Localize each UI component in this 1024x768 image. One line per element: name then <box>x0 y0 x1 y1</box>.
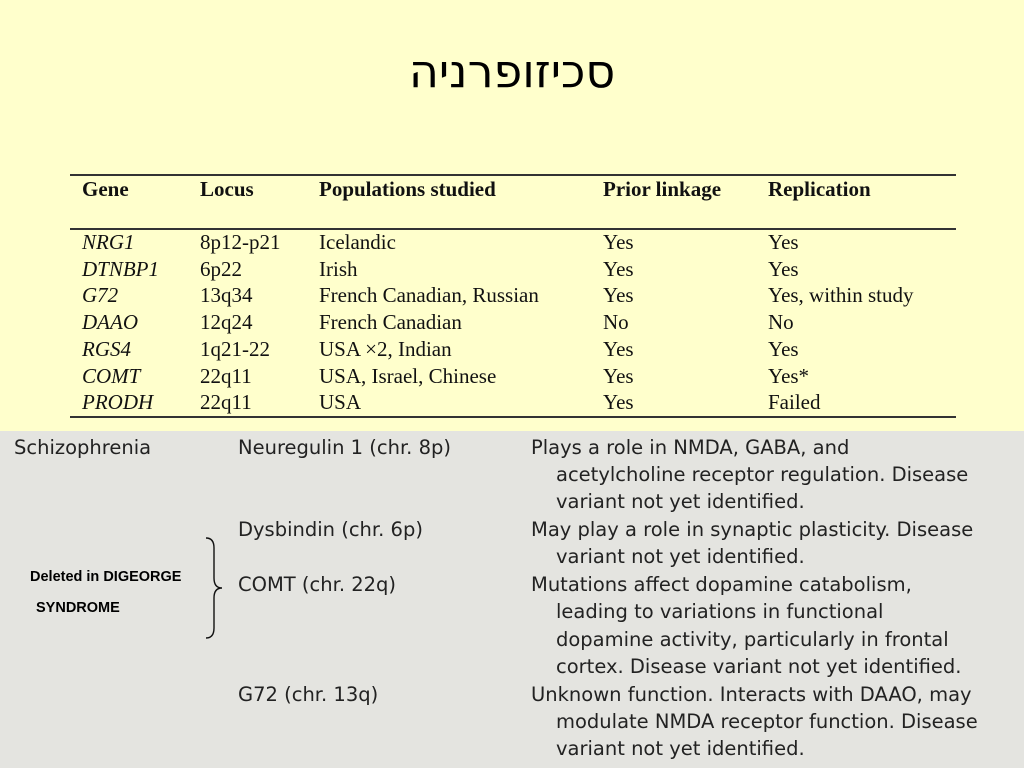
entry-description-line: cortex. Disease variant not yet identified. <box>556 655 962 678</box>
cell-gene: G72 <box>82 283 119 307</box>
cell-populations: USA ×2, Indian <box>319 337 452 361</box>
cell-gene: COMT <box>82 364 141 388</box>
cell-locus: 13q34 <box>200 283 253 307</box>
cell-replication: Yes, within study <box>768 283 914 307</box>
cell-gene: DTNBP1 <box>82 257 160 281</box>
cell-populations: Icelandic <box>319 230 396 254</box>
cell-populations: French Canadian, Russian <box>319 283 539 307</box>
cell-locus: 6p22 <box>200 257 242 281</box>
header-locus: Locus <box>200 177 254 201</box>
entry-description-line: variant not yet identified. <box>556 737 805 760</box>
cell-locus: 1q21-22 <box>200 337 270 361</box>
entry-description-line: variant not yet identified. <box>556 545 805 568</box>
cell-gene: DAAO <box>82 310 138 334</box>
cell-replication: Yes* <box>768 364 810 388</box>
cell-replication: Failed <box>768 390 821 414</box>
entry-gene: COMT (chr. 22q) <box>238 573 397 596</box>
entry-description-line: acetylcholine receptor regulation. Disease <box>556 463 969 486</box>
entry-description-line: leading to variations in functional <box>556 600 884 623</box>
cell-populations: USA <box>319 390 362 414</box>
table-row <box>70 337 956 364</box>
table-row <box>70 310 956 337</box>
cell-populations: USA, Israel, Chinese <box>319 364 497 388</box>
table-bottom-rule <box>70 416 956 418</box>
gene-function-panel <box>0 431 1024 768</box>
entry-description-line: Mutations affect dopamine catabolism, <box>531 573 912 596</box>
cell-prior-linkage: No <box>603 310 629 334</box>
table-top-rule <box>70 174 956 176</box>
entry-description-line: modulate NMDA receptor function. Disease <box>556 710 978 733</box>
cell-locus: 22q11 <box>200 364 252 388</box>
cell-prior-linkage: Yes <box>603 337 634 361</box>
cell-prior-linkage: Yes <box>603 364 634 388</box>
table-row <box>70 230 956 257</box>
cell-locus: 12q24 <box>200 310 253 334</box>
cell-prior-linkage: Yes <box>603 230 634 254</box>
cell-replication: Yes <box>768 337 799 361</box>
cell-gene: PRODH <box>82 390 154 414</box>
cell-populations: Irish <box>319 257 358 281</box>
cell-replication: Yes <box>768 230 799 254</box>
entry-description-line: Unknown function. Interacts with DAAO, may <box>531 683 972 706</box>
cell-prior-linkage: Yes <box>603 283 634 307</box>
header-replication: Replication <box>768 177 871 201</box>
table-row <box>70 283 956 310</box>
curly-brace-icon <box>204 536 226 640</box>
slide-title: סכיזופרניה <box>408 44 616 98</box>
disease-label: Schizophrenia <box>14 436 152 459</box>
entry-description-line: May play a role in synaptic plasticity. Disease <box>531 518 974 541</box>
cell-populations: French Canadian <box>319 310 462 334</box>
table-row <box>70 257 956 284</box>
header-prior-linkage: Prior linkage <box>603 177 722 201</box>
digeorge-note-line1: Deleted in DIGEORGE <box>30 569 182 585</box>
cell-locus: 8p12-p21 <box>200 230 281 254</box>
table-row <box>70 364 956 391</box>
entry-description-line: variant not yet identified. <box>556 490 805 513</box>
cell-prior-linkage: Yes <box>603 390 634 414</box>
cell-replication: No <box>768 310 794 334</box>
entry-description-line: Plays a role in NMDA, GABA, and <box>531 436 850 459</box>
entry-gene: Neuregulin 1 (chr. 8p) <box>238 436 451 459</box>
cell-prior-linkage: Yes <box>603 257 634 281</box>
cell-replication: Yes <box>768 257 799 281</box>
entry-description-line: dopamine activity, particularly in frontal <box>556 628 949 651</box>
cell-gene: NRG1 <box>82 230 135 254</box>
digeorge-note-line2: SYNDROME <box>36 600 120 616</box>
entry-gene: Dysbindin (chr. 6p) <box>238 518 423 541</box>
header-populations: Populations studied <box>319 177 496 201</box>
table-row <box>70 390 956 417</box>
cell-gene: RGS4 <box>82 337 131 361</box>
cell-locus: 22q11 <box>200 390 252 414</box>
header-gene: Gene <box>82 177 129 201</box>
entry-gene: G72 (chr. 13q) <box>238 683 379 706</box>
